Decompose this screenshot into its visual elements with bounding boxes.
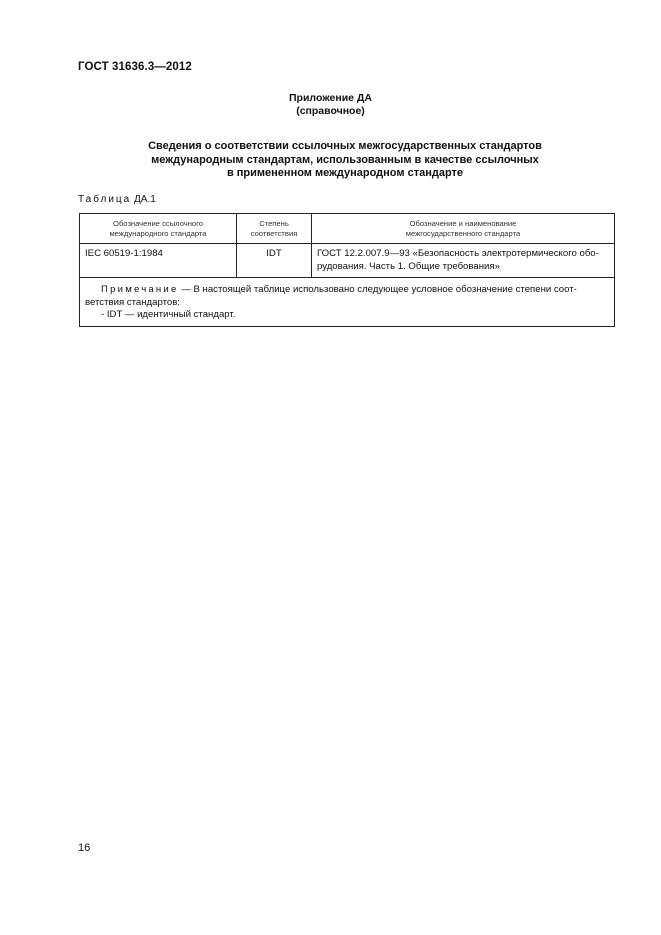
page-number: 16 [78, 842, 91, 854]
table-caption [78, 194, 156, 205]
cell-degree [237, 244, 312, 278]
appendix-heading [0, 92, 661, 118]
table-row [80, 244, 615, 278]
cell-line: рудования. Часть 1. Общие требования» [317, 260, 500, 272]
header-line: международного стандарта [109, 228, 207, 238]
column-header-international [80, 214, 237, 244]
appendix-subtitle: (справочное) [296, 105, 365, 117]
cell-text: IEC 60519-1:1984 [85, 248, 163, 259]
note-label: Примечание [101, 284, 179, 295]
table-header-row [80, 214, 615, 244]
table-caption-number: ДА.1 [134, 194, 156, 205]
table-note [80, 278, 615, 327]
section-title [0, 140, 661, 181]
document-id: ГОСТ 31636.3—2012 [78, 61, 192, 73]
table-note-row [80, 278, 615, 327]
section-title-line: Сведения о соответствии ссылочных межгосударственных стандартов [148, 140, 542, 152]
note-line: ветствия стандартов: [85, 296, 180, 308]
correspondence-table [79, 213, 615, 327]
appendix-title: Приложение ДА [289, 92, 372, 104]
note-line: — В настоящей таблице использовано следующее условное обозначение степени соот- [181, 284, 577, 295]
note-text [80, 278, 614, 326]
table-caption-word: Таблица [78, 194, 132, 205]
header-line: Обозначение и наименование [409, 218, 517, 228]
header-line: соответствия [250, 228, 298, 238]
column-header-interstate [312, 214, 615, 244]
column-header-degree [237, 214, 312, 244]
cell-text [312, 244, 614, 277]
note-item: - IDT — идентичный стандарт. [101, 309, 236, 320]
header-line: Обозначение ссылочного [113, 218, 203, 228]
section-title-line: в примененном международном стандарте [226, 167, 464, 179]
header-line: межгосударственного стандарта [405, 228, 521, 238]
header-line: Степень [259, 218, 289, 228]
cell-line: ГОСТ 12.2.007.9—93 «Безопасность электротермического обо- [317, 248, 599, 259]
cell-text: IDT [266, 248, 282, 259]
section-title-line: международным стандартам, использованным в качестве ссылочных [151, 153, 539, 166]
cell-interstate-standard [312, 244, 615, 278]
cell-international-standard [80, 244, 237, 278]
